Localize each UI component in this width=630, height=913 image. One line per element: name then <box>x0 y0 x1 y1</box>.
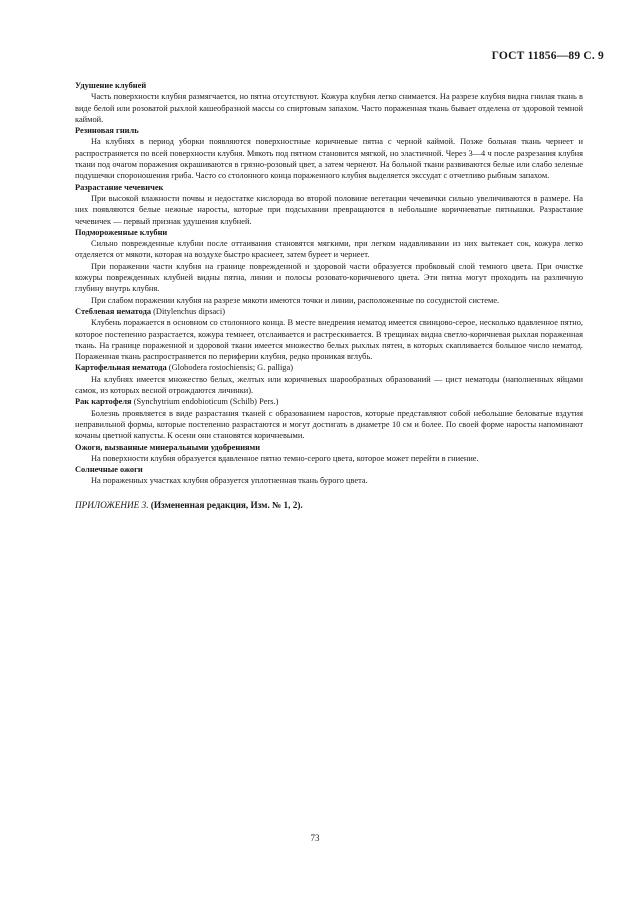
section-paragraph: При поражении части клубня на границе поврежденной и здоровой части образуется пробковый слой темного цвета. При очистке кожуры поврежденных клубней видны пятна, линии и полосы розовато-коричневого цвета. Эти пятна могут проходить на различную глубину внутрь клубня. <box>75 261 583 294</box>
section-heading <box>75 306 583 317</box>
page-number: 73 <box>310 833 320 843</box>
section-heading-text: Разрастание чечевичек <box>75 182 164 192</box>
section <box>75 396 583 441</box>
section-heading-text: Удушение клубней <box>75 81 147 90</box>
section-heading-text: Подмороженные клубни <box>75 227 168 237</box>
section-heading-text: Солнечные ожоги <box>75 465 143 475</box>
section <box>75 442 583 465</box>
section <box>75 227 583 306</box>
section-paragraph: На пораженных участках клубня образуется уплотненная ткань бурого цвета. <box>91 476 368 486</box>
section-paragraph: На клубнях в период уборки появляются поверхностные коричневые пятна с черной каймой. Позже больная ткань чернеет и распространяется по всей поверхности клубня. Мякоть под пятном становится мягкой, но эластичной. Через 3—4 ч после разрезания клубня ткани под очагом поражения окрашиваются в грязно-розовый цвет, а затем чернеют. На больной ткани развиваются белые или слабо зеленые подушечки спороношения гриба. Часто со столонного конца пораженного клубня выделяется экссудат с отчетливо рыбным запахом. <box>75 137 583 181</box>
section-heading <box>75 125 583 136</box>
section-paragraph: Сильно поврежденные клубни после оттаивания становятся мягкими, при легком надавливании из них вытекает сок, кожура легко отделяется от мякоти, которая на воздухе быстро краснеет, затем буреет и чернеет. <box>75 239 583 260</box>
section-heading-text: Резиновая гниль <box>75 126 139 136</box>
section-heading <box>75 182 583 193</box>
section-heading-text: Картофельная нематода <box>75 363 167 373</box>
section-heading-text: Ожоги, вызванные минеральными удобрениями <box>75 442 261 452</box>
appendix-note <box>75 500 583 511</box>
section <box>75 182 583 227</box>
section-heading <box>75 362 583 373</box>
section-paragraph: При высокой влажности почвы и недостатке кислорода во второй половине вегетации чечевички сильно увеличиваются в размере. На них появляются белые нежные наросты, которые при подсыхании превращаются в небольшие коричневатые пятнышки. Разрастание чечевичек — первый признак удушения клубней. <box>75 193 583 226</box>
section <box>75 362 583 396</box>
section-paragraph: Клубень поражается в основном со столонного конца. В месте внедрения нематод имеется свинцово-серое, несколько вдавленное пятно, которое постепенно разрастается, кожура темнеет, отслаивается и растрескивается. В трещинах видна светло-коричневая рыхлая пораженная ткань. На границе пораженной и здоровой ткани имеется множество белых рыхлых пятен, в которых скапливается большое число нематод. Пораженная ткань распространяется по периферии клубня, редко проникая вглубь. <box>75 318 583 362</box>
appendix-revision-note: (Измененная редакция, Изм. № 1, 2). <box>150 499 303 510</box>
section-paragraph: На поверхности клубня образуется вдавленное пятно темно-серого цвета, которое может перейти в гниение. <box>91 453 479 463</box>
section-heading <box>75 80 583 91</box>
section-heading <box>75 442 583 453</box>
section-latin-name: (Synchytrium endobioticum (Schilb) Pers.) <box>133 397 279 407</box>
section-latin-name: (Ditylenchus dipsaci) <box>153 306 226 316</box>
section-paragraph: На клубнях имеется множество белых, желтых или коричневых шарообразных образований — цист нематоды (наполненных яйцами самок, из которых весной отрождаются личинки). <box>75 374 583 396</box>
page-header-title: ГОСТ 11856—89 С. 9 <box>491 50 604 62</box>
section <box>75 464 583 487</box>
section <box>75 306 583 362</box>
section-heading <box>75 227 583 238</box>
section <box>75 80 583 125</box>
section <box>75 125 583 181</box>
section-paragraph: Болезнь проявляется в виде разрастания тканей с образованием наростов, которые представляют собой небольшие беловатые вздутия неправильной формы, которые постепенно разрастаются и могут достигать в диаметре 10 см и более. По своей форме наросты напоминают кочаны цветной капусты. К осени они становятся коричневыми. <box>75 408 583 441</box>
appendix-label: ПРИЛОЖЕНИЕ 3. <box>75 499 149 510</box>
section-heading <box>75 464 583 475</box>
section-latin-name: (Globodera rostochiensis; G. palliga) <box>168 363 293 373</box>
section-paragraph: Часть поверхности клубня размягчается, но пятна отсутствуют. Кожура клубня легко снимается. На разрезе клубня видна гнилая ткань в виде белой или розоватой рыхлой кашеобразной массы со спиртовым запахом. Часто пораженная ткань бывает отделена от здоровой темной каймой. <box>75 92 583 124</box>
section-heading <box>75 396 583 407</box>
section-paragraph: При слабом поражении клубня на разрезе мякоти имеются точки и линии, расположенные по сосудистой системе. <box>91 295 500 305</box>
section-heading-text: Рак картофеля <box>75 397 132 407</box>
document-body <box>75 80 583 520</box>
section-heading-text: Стеблевая нематода <box>75 306 152 316</box>
